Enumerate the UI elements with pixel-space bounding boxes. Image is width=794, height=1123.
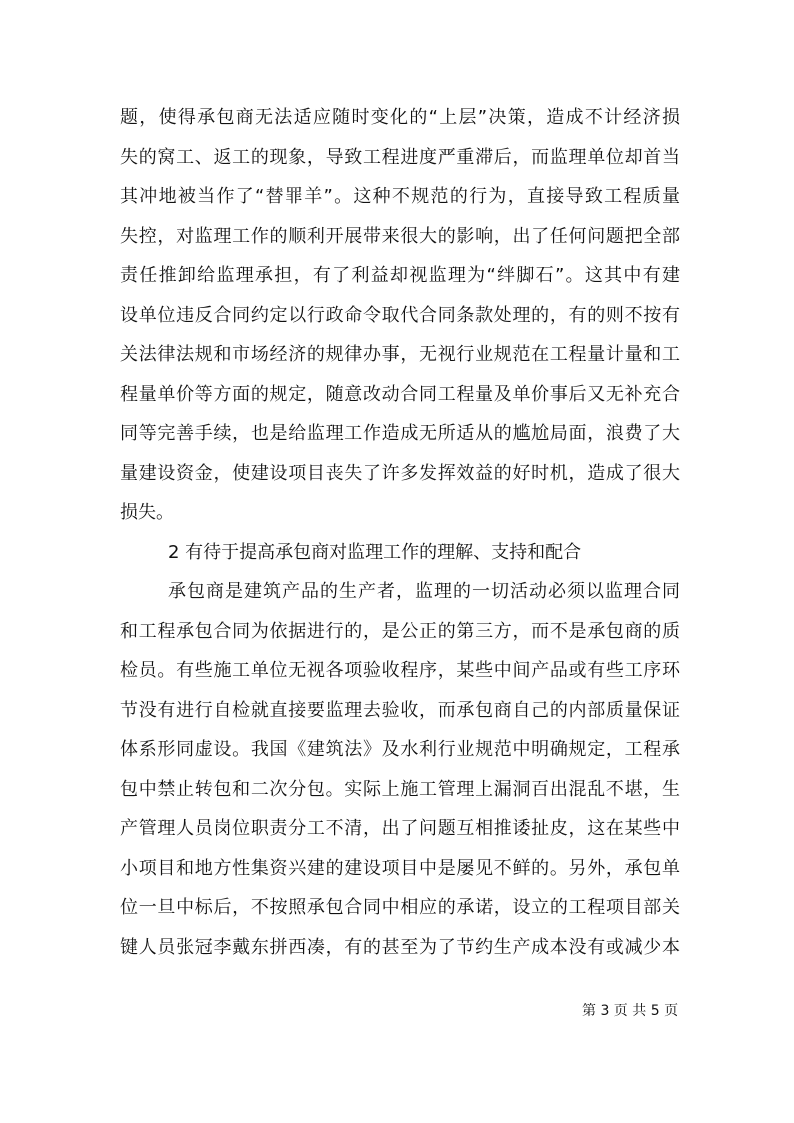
text-line: 题，使得承包商无法适应随时变化的“上层”决策，造成不计经济损 xyxy=(120,107,680,128)
text-line: 程量单价等方面的规定，随意改动合同工程量及单价事后又无补充合 xyxy=(120,383,680,405)
text-line: 责任推卸给监理承担，有了利益却视监理为“绊脚石”。这其中有建 xyxy=(120,265,680,286)
text-line: 检员。有些施工单位无视各项验收程序，某些中间产品或有些工序环 xyxy=(120,660,680,681)
paragraph-1 xyxy=(120,98,680,533)
text-line: 设单位违反合同约定以行政命令取代合同条款处理的，有的则不按有 xyxy=(120,304,680,326)
text-line: 体系形同虚设。我国《建筑法》及水利行业规范中明确规定，工程承 xyxy=(120,739,680,760)
paragraph-2 xyxy=(120,572,680,967)
text-line: 小项目和地方性集资兴建的建设项目中是屡见不鲜的。另外，承包单 xyxy=(120,857,680,879)
text-line: 键人员张冠李戴东拼西凑，有的甚至为了节约生产成本没有或减少本 xyxy=(120,936,680,958)
text-line: 同等完善手续，也是给监理工作造成无所适从的尴尬局面，浪费了大 xyxy=(120,423,680,444)
text-line: 承包商是建筑产品的生产者，监理的一切活动必须以监理合同 xyxy=(168,581,680,602)
text-line: 其冲地被当作了“替罪羊”。这种不规范的行为，直接导致工程质量 xyxy=(120,186,680,207)
text-line: 失的窝工、返工的现象，导致工程进度严重滞后，而监理单位却首当 xyxy=(120,146,680,168)
document-body xyxy=(120,98,680,967)
text-line: 失控，对监理工作的顺利开展带来很大的影响，出了任何问题把全部 xyxy=(120,225,680,247)
text-line: 关法律法规和市场经济的规律办事，无视行业规范在工程量计量和工 xyxy=(120,344,680,365)
section-heading: 2 有待于提高承包商对监理工作的理解、支持和配合 xyxy=(168,541,582,563)
text-line: 产管理人员岗位职责分工不清，出了问题互相推诿扯皮，这在某些中 xyxy=(120,818,680,839)
text-line: 包中禁止转包和二次分包。实际上施工管理上漏洞百出混乱不堪，生 xyxy=(120,778,680,800)
text-line: 位一旦中标后，不按照承包合同中相应的承诺，设立的工程项目部关 xyxy=(120,897,680,918)
text-line: 损失。 xyxy=(120,502,174,523)
text-line: 节没有进行自检就直接要监理去验收，而承包商自己的内部质量保证 xyxy=(120,699,680,721)
page-number-footer: 第 3 页 共 5 页 xyxy=(582,1003,679,1019)
text-line: 和工程承包合同为依据进行的，是公正的第三方，而不是承包商的质 xyxy=(120,620,680,642)
text-line: 量建设资金，使建设项目丧失了许多发挥效益的好时机，造成了很大 xyxy=(120,462,680,484)
